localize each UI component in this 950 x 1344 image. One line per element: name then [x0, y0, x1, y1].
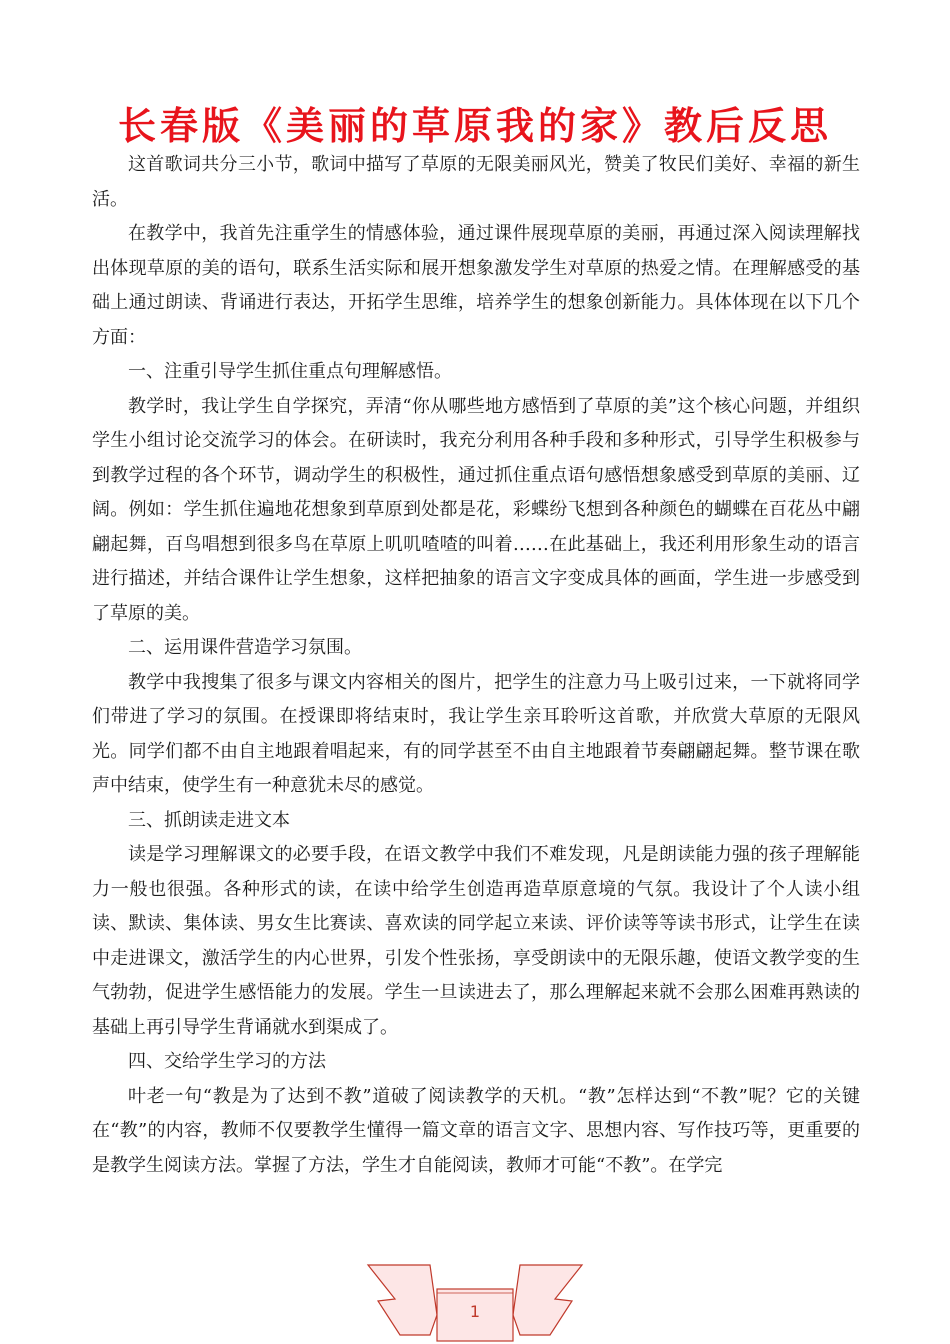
document-body — [92, 148, 860, 1183]
paragraph: 在教学中，我首先注重学生的情感体验，通过课件展现草原的美丽，再通过深入阅读理解找出体现草原的美的语句，联系生活实际和展开想象激发学生对草原的热爱之情。在理解感受的基础上通过朗读、背诵进行表达，开拓学生思维，培养学生的想象创新能力。具体体现在以下几个方面： — [92, 223, 860, 348]
page-number: 1 — [469, 1302, 481, 1321]
section-heading: 四、交给学生学习的方法 — [128, 1051, 326, 1072]
paragraph: 教学时，我让学生自学探究，弄清“你从哪些地方感悟到了草原的美”这个核心问题，并组织学生小组讨论交流学习的体会。在研读时，我充分利用各种手段和多种形式，引导学生积极参与到教学过程的各个环节，调动学生的积极性，通过抓住重点语句感悟想象感受到草原的美丽、辽阔。例如：学生抓住遍地花想象到草原到处都是花，彩蝶纷飞想到各种颜色的蝴蝶在百花丛中翩翩起舞，百鸟唱想到很多鸟在草原上叽叽喳喳的叫着……在此基础上，我还利用形象生动的语言进行描述，并结合课件让学生想象，这样把抽象的语言文字变成具体的画面，学生进一步感受到了草原的美。 — [92, 395, 860, 624]
section-heading: 一、注重引导学生抓住重点句理解感悟。 — [128, 361, 452, 382]
document-title: 长春版《美丽的草原我的家》教后反思 — [117, 104, 832, 148]
paragraph: 教学中我搜集了很多与课文内容相关的图片，把学生的注意力马上吸引过来，一下就将同学们带进了学习的氛围。在授课即将结束时，我让学生亲耳聆听这首歌，并欣赏大草原的无限风光。同学们都不由自主地跟着唱起来，有的同学甚至不由自主地跟着节奏翩翩起舞。整节课在歌声中结束，使学生有一种意犹未尽的感觉。 — [92, 671, 860, 796]
paragraph: 叶老一句“教是为了达到不教”道破了阅读教学的天机。“教”怎样达到“不教”呢？它的关键在“教”的内容，教师不仅要教学生懂得一篇文章的语言文字、思想内容、写作技巧等，更重要的是教学生阅读方法。掌握了方法，学生才自能阅读，教师才可能“不教”。在学完 — [92, 1085, 860, 1176]
section-heading: 二、运用课件营造学习氛围。 — [128, 637, 362, 658]
section-heading: 三、抓朗读走进文本 — [128, 809, 290, 831]
paragraph: 这首歌词共分三小节，歌词中描写了草原的无限美丽风光，赞美了牧民们美好、幸福的新生活。 — [92, 154, 860, 210]
paragraph: 读是学习理解课文的必要手段，在语文教学中我们不难发现，凡是朗读能力强的孩子理解能力一般也很强。各种形式的读，在读中给学生创造再造草原意境的气氛。我设计了个人读小组读、默读、集体读、男女生比赛读、喜欢读的同学起立来读、评价读等等读书形式，让学生在读中走进课文，激活学生的内心世界，引发个性张扬，享受朗读中的无限乐趣，使语文教学变的生气勃勃，促进学生感悟能力的发展。学生一旦读进去了，那么理解起来就不会那么困难再熟读的基础上再引导学生背诵就水到渠成了。 — [92, 844, 860, 1038]
page-footer — [0, 1255, 950, 1344]
page-number-ribbon-icon — [0, 1255, 950, 1344]
